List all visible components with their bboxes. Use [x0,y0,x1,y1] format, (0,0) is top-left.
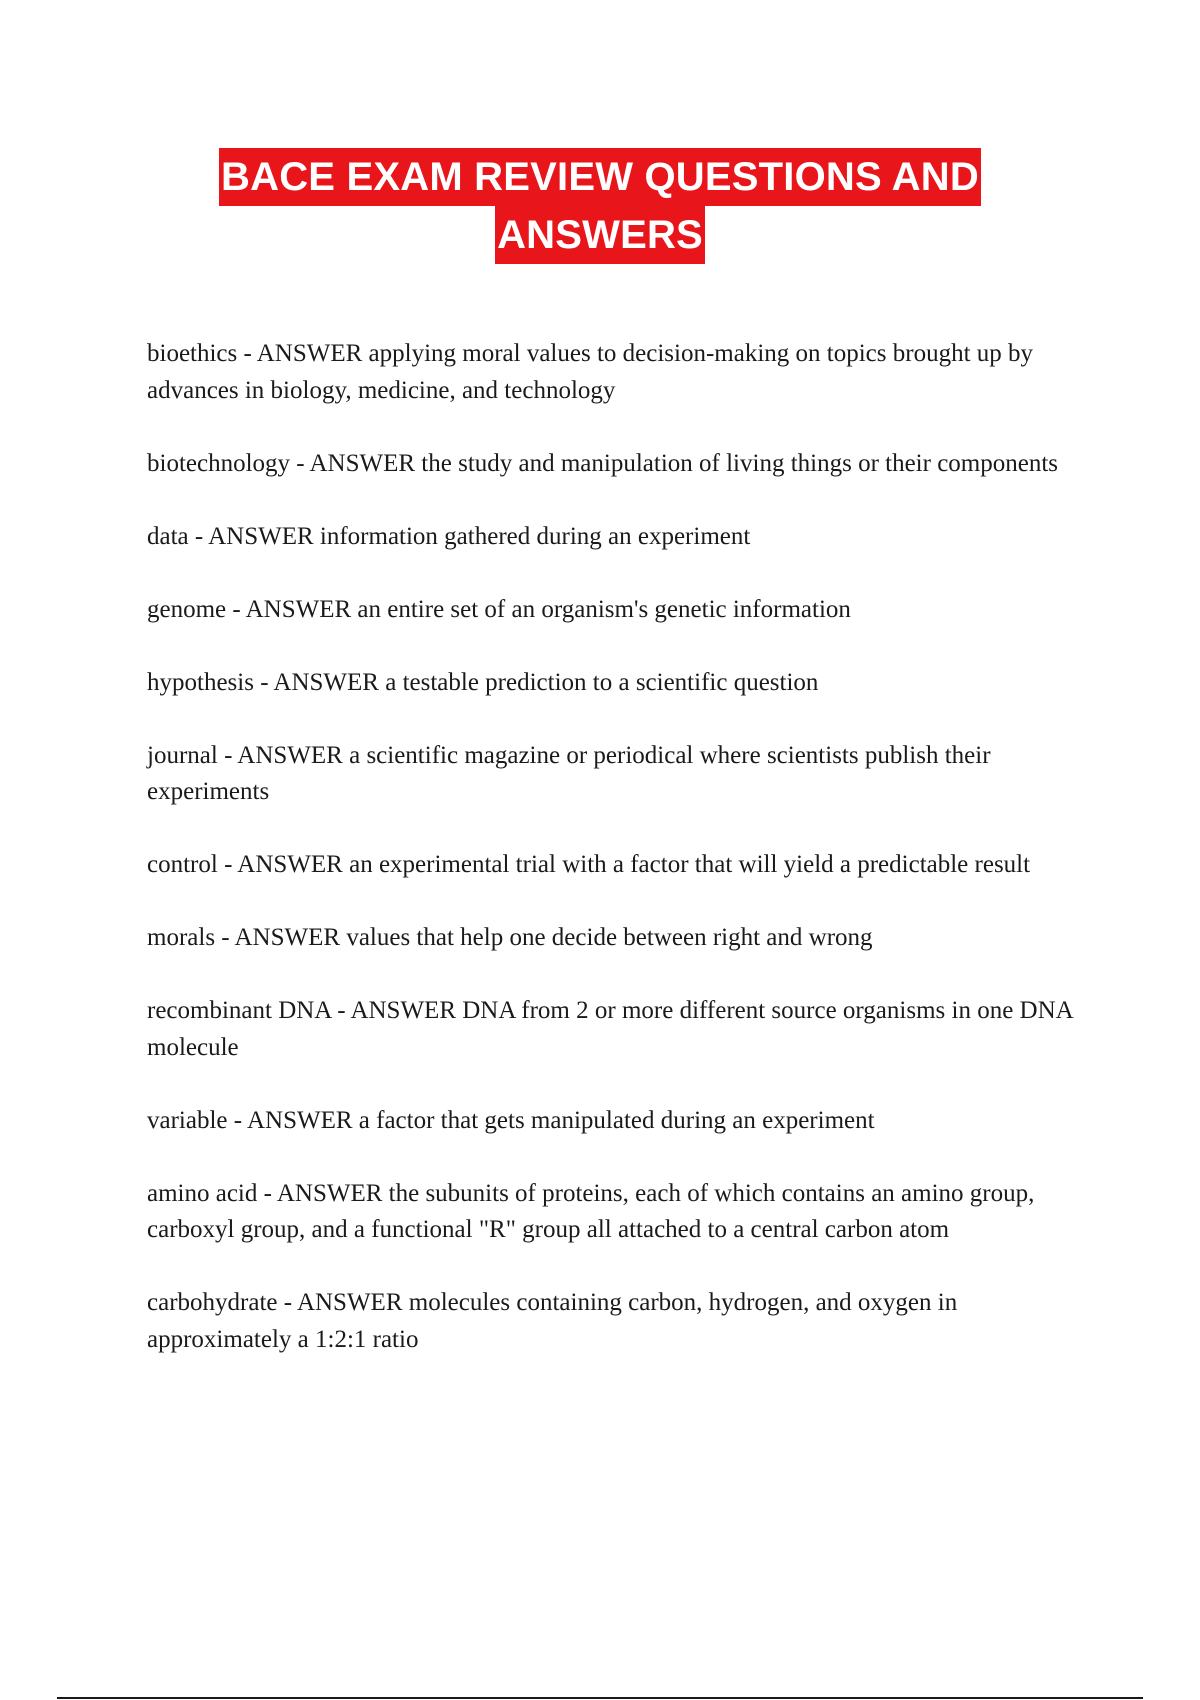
entry-term: recombinant DNA [147,997,331,1024]
entry-answer-label: ANSWER [234,924,341,951]
entry-separator: - [253,668,274,696]
entry-term: data [147,522,189,550]
page-title [0,148,1200,264]
entry-answer-label: ANSWER [350,997,456,1024]
entry-definition: a scientific magazine or periodical where scientists publish their experiments [147,741,991,805]
entry-definition: information gathered during an experiment [313,522,751,550]
entry-separator: - [237,340,257,367]
entry-separator: - [290,449,310,477]
entry-answer-label: ANSWER [237,851,343,878]
entry-term: journal [147,741,218,769]
entry-answer-label: ANSWER [276,1179,383,1207]
entry-definition: the study and manipulation of living things or their components [415,449,1059,477]
entry-definition: values that help one decide between right and wrong [340,924,873,951]
entry-definition: the subunits of proteins, each of which contains an amino group, carboxyl group, and a functional "R" group all attached to a central carbon atom [147,1179,1035,1243]
entry-definition: a testable prediction to a scientific question [378,668,819,696]
glossary-entry [147,847,1077,884]
entry-answer-label: ANSWER [309,449,416,477]
entry-answer-label: ANSWER [256,340,363,367]
entry-separator: - [215,924,235,951]
entry-answer-label: ANSWER [208,522,314,550]
glossary-entry [147,1176,1077,1249]
title-line-1: BACE EXAM REVIEW QUESTIONS AND [219,148,981,206]
glossary-entry [147,738,1077,811]
title-line-2: ANSWERS [495,206,705,264]
entry-separator: - [188,522,209,550]
entry-term: hypothesis [147,668,254,696]
glossary-entry [147,336,1077,409]
glossary-list [147,336,1077,1395]
glossary-entry [147,920,1077,957]
entry-definition: DNA from 2 or more different source organisms in one DNA molecule [147,997,1073,1061]
entry-separator: - [217,741,238,769]
glossary-entry [147,993,1077,1066]
footer-divider [57,1697,1143,1699]
entry-definition: applying moral values to decision-making on topics brought up by advances in biology, medicine, and technology [147,340,1034,404]
glossary-entry [147,446,1077,483]
entry-separator: - [257,1179,277,1207]
entry-term: morals [147,924,216,951]
entry-separator: - [330,997,351,1024]
glossary-entry [147,1285,1077,1358]
entry-term: carbohydrate [147,1289,278,1316]
entry-separator: - [217,851,238,878]
entry-answer-label: ANSWER [273,668,379,696]
entry-definition: molecules containing carbon, hydrogen, and oxygen in approximately a 1:2:1 ratio [147,1289,958,1353]
entry-answer-label: ANSWER [296,1289,403,1316]
glossary-entry [147,1103,1077,1140]
glossary-entry [147,665,1077,702]
entry-term: biotechnology [147,449,291,477]
entry-answer-label: ANSWER [237,741,343,769]
entry-term: amino acid [147,1179,258,1207]
entry-term: genome [147,595,227,623]
glossary-entry [147,592,1077,629]
glossary-entry [147,519,1077,556]
entry-term: control [147,851,218,878]
entry-answer-label: ANSWER [245,595,352,623]
entry-separator: - [226,595,246,623]
entry-definition: an experimental trial with a factor that will yield a predictable result [342,851,1031,878]
entry-term: bioethics [147,340,238,367]
entry-answer-label: ANSWER [246,1106,353,1134]
entry-definition: an entire set of an organism's genetic information [351,595,851,623]
entry-definition: a factor that gets manipulated during an experiment [352,1106,875,1134]
entry-separator: - [277,1289,297,1316]
entry-term: variable [147,1106,228,1134]
entry-separator: - [227,1106,247,1134]
